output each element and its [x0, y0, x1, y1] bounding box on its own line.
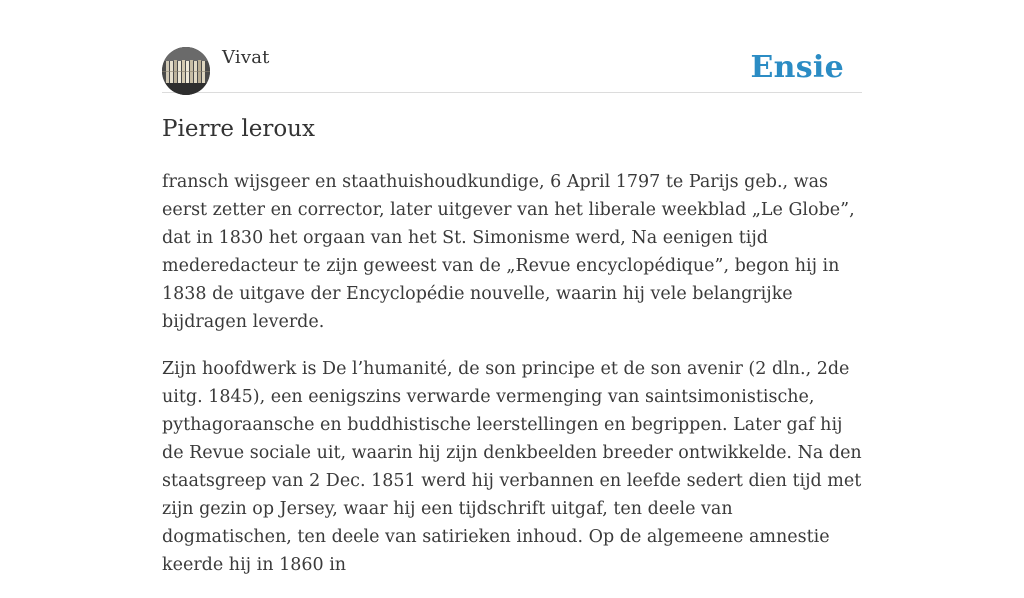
site-logo[interactable]: Ensie	[750, 50, 844, 85]
article-title: Pierre leroux	[162, 116, 315, 142]
books-icon	[162, 47, 210, 95]
page-header	[162, 0, 862, 93]
article-body	[162, 168, 862, 598]
article-paragraph: Zijn hoofdwerk is De l’humanité, de son principe et de son avenir (2 dln., 2de uitg. 1845), een eenigszins verwarde vermenging van saintsimonistische, pythagoraansche en buddhistische leerstellingen en begrippen. Later gaf hij de Revue sociale uit, waarin hij zijn denkbeelden breeder ontwikkelde. Na den staatsgreep van 2 Dec. 1851 werd hij verbannen en leefde sedert dien tijd met zijn gezin op Jersey, waar hij een tijdschrift uitgaf, ten deele van dogmatischen, ten deele van satirieken inhoud. Op de algemeene amnestie keerde hij in 1860 in	[162, 359, 862, 575]
article-paragraph: fransch wijsgeer en staathuishoudkundige, 6 April 1797 te Parijs geb., was eerst zetter en corrector, later uitgever van het liberale weekblad „Le Globe”, dat in 1830 het orgaan van het St. Simonisme werd, Na eenigen tijd mederedacteur te zijn geweest van de „Revue encyclopédique”, begon hij in 1838 de uitgave der Encyclopédie nouvelle, waarin hij vele belangrijke bijdragen leverde.	[162, 172, 855, 332]
author-name[interactable]: Vivat	[222, 47, 270, 68]
author-avatar[interactable]	[162, 47, 210, 95]
article-page	[162, 0, 862, 575]
